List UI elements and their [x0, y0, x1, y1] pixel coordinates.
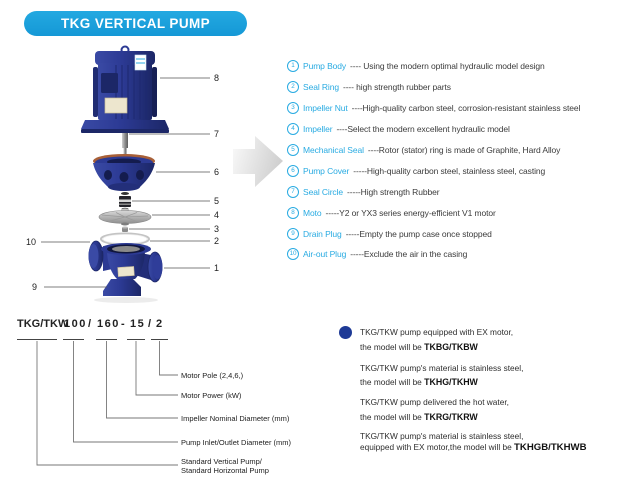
part-description: -----High strength Rubber — [347, 186, 440, 197]
pump-body-nameplate — [118, 266, 135, 276]
right-arrow-icon — [233, 133, 285, 191]
motor-terminal-box — [101, 73, 118, 93]
title-banner — [24, 11, 247, 36]
model-code-series: TKG/TKW — [17, 318, 69, 330]
model-code-separator: - — [121, 318, 125, 330]
part-number-badge: 4 — [287, 123, 299, 135]
pump-body-illustration — [89, 241, 163, 303]
label-impeller-diameter: Impeller Nominal Diameter (mm) — [181, 414, 290, 423]
callout-9: 9 — [32, 282, 38, 292]
part-description: ----Select the modern excellent hydraulic model — [336, 124, 510, 135]
part-name: Air-out Plug — [303, 249, 347, 260]
underline-power — [127, 339, 145, 340]
callout-3: 3 — [214, 224, 220, 234]
part-name: Impeller Nut — [303, 103, 348, 114]
label-motor-power: Motor Power (kW) — [181, 391, 242, 400]
note-line: TKG/TKW pump's material is stainless steel, — [360, 363, 524, 373]
part-name: Seal Circle — [303, 186, 343, 197]
part-name: Pump Cover — [303, 165, 350, 176]
part-description: -----High-quality carbon steel, stainless steel, casting — [353, 165, 546, 176]
callout-5: 5 — [214, 196, 220, 206]
parts-list — [287, 56, 615, 265]
part-name: Pump Body — [303, 61, 347, 72]
model-code-pole: 2 — [156, 318, 164, 330]
part-number-badge: 8 — [287, 207, 299, 219]
part-list-item — [287, 140, 615, 161]
impeller-illustration — [99, 209, 151, 226]
part-number-badge: 5 — [287, 144, 299, 156]
note-line: the model will be TKRG/TKRW — [360, 412, 478, 422]
part-description: ---- Using the modern optimal hydraulic model design — [350, 61, 545, 72]
label-standard-vertical: Standard Vertical Pump/ — [181, 457, 262, 466]
underline-inlet — [63, 339, 84, 340]
part-description: ----High-quality carbon steel, corrosion-resistant stainless steel — [351, 103, 581, 114]
part-number-badge: 10 — [287, 248, 299, 260]
callout-7: 7 — [214, 129, 220, 139]
page-title: TKG VERTICAL PUMP — [60, 16, 211, 31]
part-list-item — [287, 223, 615, 244]
part-description: ---- high strength rubber parts — [342, 82, 451, 93]
bullet-icon — [339, 326, 352, 339]
part-list-item — [287, 98, 615, 119]
part-name: Impeller — [303, 124, 333, 135]
pump-cover-illustration — [93, 154, 155, 191]
pump-foot — [103, 279, 141, 296]
part-description: -----Exclude the air in the casing — [350, 249, 468, 260]
part-list-item — [287, 202, 615, 223]
model-code-separator: / — [148, 318, 152, 330]
part-number-badge: 7 — [287, 186, 299, 198]
part-name: Seal Ring — [303, 82, 339, 93]
label-standard-horizontal: Standard Horizontal Pump — [181, 466, 269, 475]
part-list-item — [287, 56, 615, 77]
note-line: equipped with EX motor,the model will be TKHGB/TKHWB — [360, 442, 587, 453]
part-description: ----Rotor (stator) ring is made of Graphite, Hard Alloy — [367, 145, 561, 155]
part-number-badge: 3 — [287, 102, 299, 114]
part-list-item — [287, 181, 615, 202]
note-line: TKG/TKW pump's material is stainless steel, — [360, 431, 524, 441]
underline-impeller — [96, 339, 117, 340]
label-motor-pole: Motor Pole (2,4,6,) — [181, 371, 244, 380]
pump-exploded-diagram — [20, 42, 235, 307]
note-line: TKG/TKW pump equipped with EX motor, — [360, 327, 514, 337]
impeller-nut-illustration — [122, 227, 128, 233]
part-number-badge: 1 — [287, 60, 299, 72]
part-list-item — [287, 77, 615, 98]
underline-series — [17, 339, 57, 340]
label-inlet-diameter: Pump Inlet/Outlet Diameter (mm) — [181, 438, 292, 447]
callout-10: 10 — [26, 237, 37, 247]
model-code-separator: / — [88, 318, 92, 330]
callout-4: 4 — [214, 210, 220, 220]
model-code-inlet: 100 — [64, 318, 87, 330]
part-list-item — [287, 244, 615, 265]
underline-pole — [151, 339, 168, 340]
motor-nameplate — [105, 98, 127, 113]
model-code-impeller: 160 — [97, 318, 120, 330]
part-name: Moto — [303, 207, 322, 218]
note-line: TKG/TKW pump delivered the hot water, — [360, 397, 509, 407]
note-line: the model will be TKHG/TKHW — [360, 377, 478, 387]
part-number-badge: 6 — [287, 165, 299, 177]
part-name: Mechanical Seal — [303, 145, 364, 155]
model-code-power: 15 — [130, 318, 146, 330]
callout-6: 6 — [214, 167, 220, 177]
part-name: Drain Plug — [303, 228, 342, 239]
part-list-item — [287, 119, 615, 140]
model-code-connector-lines — [0, 341, 320, 481]
note-line: the model will be TKBG/TKBW — [360, 342, 478, 352]
seal-ring-illustration — [101, 234, 149, 245]
callout-1: 1 — [214, 263, 220, 273]
part-description: -----Empty the pump case once stopped — [345, 228, 492, 239]
callout-8: 8 — [214, 73, 220, 83]
part-number-badge: 9 — [287, 228, 299, 240]
part-number-badge: 2 — [287, 81, 299, 93]
motor-illustration — [81, 47, 169, 134]
mechanical-seal-illustration — [119, 192, 131, 210]
callout-2: 2 — [214, 236, 220, 246]
part-description: -----Y2 or YX3 series energy-efficient V1 motor — [325, 207, 496, 218]
model-variant-notes — [339, 324, 615, 453]
part-list-item — [287, 160, 615, 181]
